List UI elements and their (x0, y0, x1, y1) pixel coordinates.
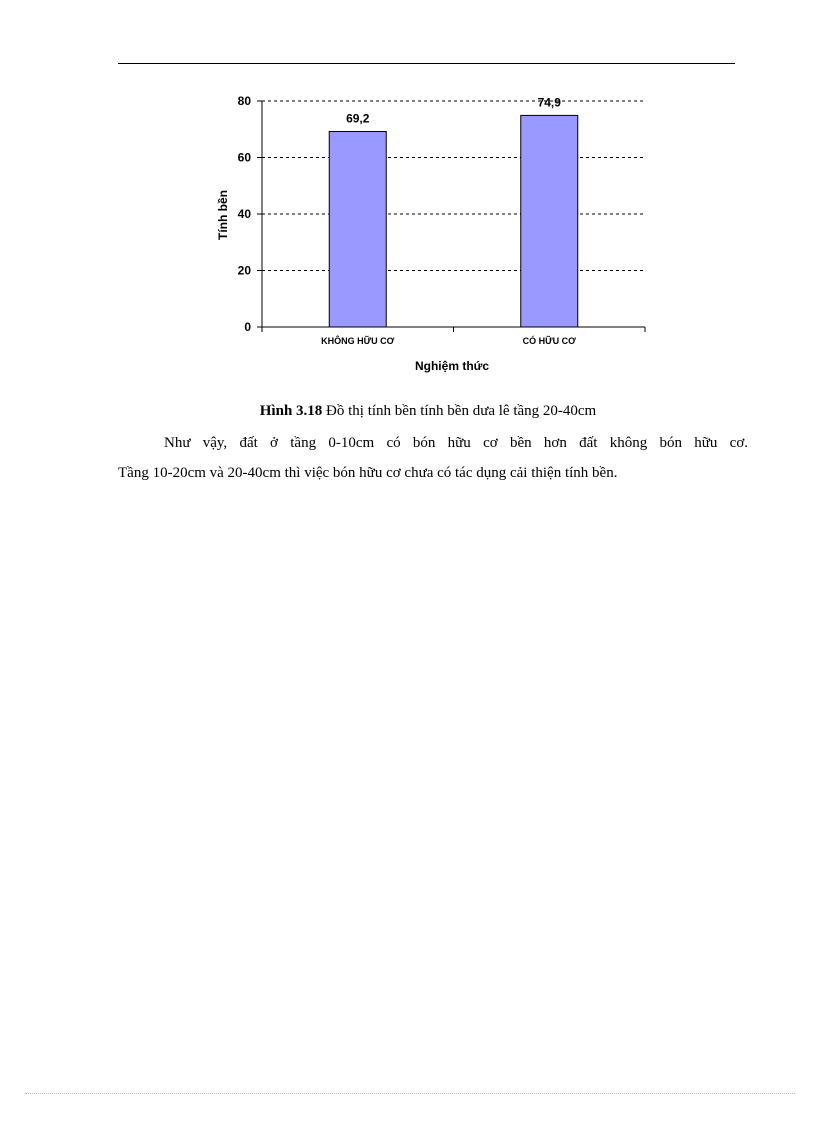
chart-axes (257, 101, 645, 332)
x-tick-label: KHÔNG HỮU CƠ (321, 336, 395, 346)
x-tick-label: CÓ HỮU CƠ (522, 336, 576, 346)
paragraph-line-1: Như vậy, đất ở tầng 0-10cm có bón hữu cơ bền hơn đất không bón hữu cơ. (164, 435, 748, 451)
y-tick-label: 80 (237, 94, 251, 108)
bar (329, 132, 386, 327)
bar-chart (200, 88, 670, 378)
y-tick-label: 40 (237, 207, 251, 221)
data-label: 74,9 (537, 95, 561, 110)
caption-label: Hình 3.18 (259, 403, 323, 419)
y-tick-label: 60 (237, 150, 251, 165)
caption-text: Đồ thị tính bền tính bền dưa lê tầng 20-40cm (326, 403, 597, 419)
y-tick-label: 20 (237, 263, 251, 278)
chart-gridlines (262, 101, 645, 271)
chart-bars (329, 115, 578, 327)
paragraph-line-2: Tầng 10-20cm và 20-40cm thì việc bón hữu cơ chưa có tác dụng cải thiện tính bền. (118, 465, 618, 481)
header-rule (118, 63, 735, 64)
y-tick-labels (238, 94, 252, 334)
x-tick-labels (321, 335, 576, 346)
footer-rule (25, 1093, 795, 1094)
bar (521, 115, 578, 327)
y-axis-label: Tính bền (216, 190, 230, 240)
y-tick-label: 0 (244, 320, 251, 334)
figure-caption (0, 403, 816, 420)
x-axis-label: Nghiệm thức (414, 359, 490, 373)
data-label: 69,2 (346, 111, 370, 126)
